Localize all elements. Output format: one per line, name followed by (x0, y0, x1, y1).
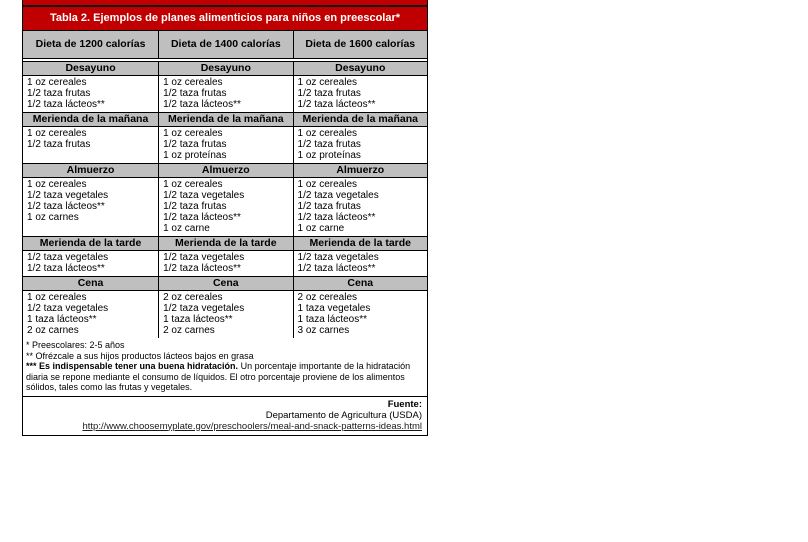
meal-item: 2 oz cereales (297, 292, 358, 303)
meal-item: 1/2 taza vegetales (27, 303, 109, 314)
meal-items-cell-4-col-0 (23, 291, 159, 339)
source-organization: Departamento de Agricultura (USDA) (265, 409, 422, 421)
meal-item: 1/2 taza vegetales (163, 252, 245, 263)
source-block (23, 396, 428, 435)
section-items-row-0 (23, 76, 428, 113)
meal-item: 2 oz carnes (27, 325, 79, 336)
meal-items-cell-3-col-2 (293, 251, 427, 277)
meal-item: 1 oz carnes (27, 212, 79, 223)
section-header-2-col-0: Almuerzo (23, 164, 159, 178)
meal-item: 1/2 taza lácteos** (163, 212, 241, 223)
meal-item: 1/2 taza vegetales (297, 252, 379, 263)
meal-items-cell-0-col-2 (293, 76, 427, 113)
section-header-4-col-1: Cena (159, 277, 293, 291)
meal-item: 1/2 taza vegetales (163, 303, 245, 314)
meal-items-cell-1-col-2 (293, 127, 427, 164)
section-items-row-4 (23, 291, 428, 339)
meal-item: 1 oz cereales (27, 77, 87, 88)
meal-items-cell-3-col-1 (159, 251, 293, 277)
section-header-row-1 (23, 113, 428, 127)
meal-item: 1/2 taza frutas (297, 201, 361, 212)
table-body (23, 31, 428, 339)
meal-item: 1 oz carne (297, 223, 345, 234)
footnote-hydration (26, 361, 423, 393)
meal-item: 1 oz cereales (27, 292, 87, 303)
meal-item: 1/2 taza frutas (297, 139, 361, 150)
meal-items-cell-1-col-0 (23, 127, 159, 164)
meal-item: 1/2 taza lácteos** (297, 212, 376, 223)
meal-item: 1/2 taza lácteos** (297, 263, 376, 274)
column-header-diet-2: Dieta de 1600 calorías (293, 31, 427, 59)
source-label: Fuente: (387, 398, 422, 410)
section-header-1-col-0: Merienda de la mañana (23, 113, 159, 127)
meal-item: 1/2 taza frutas (27, 139, 91, 150)
meal-item: 1 oz cereales (297, 128, 358, 139)
meal-item: 1 taza lácteos** (297, 314, 368, 325)
meal-item: 1 oz proteínas (163, 150, 227, 161)
meal-items-cell-2-col-0 (23, 178, 159, 237)
column-header-diet-1: Dieta de 1400 calorías (159, 31, 293, 59)
meal-item: 1 oz cereales (297, 179, 358, 190)
column-header-diet-0: Dieta de 1200 calorías (23, 31, 159, 59)
meal-item: 1/2 taza frutas (163, 201, 227, 212)
footnote-preschool-age: * Preescolares: 2-5 años (26, 340, 125, 350)
meal-item: 1/2 taza frutas (297, 88, 361, 99)
section-items-row-2 (23, 178, 428, 237)
section-header-row-2 (23, 164, 428, 178)
section-header-1-col-1: Merienda de la mañana (159, 113, 293, 127)
meal-item: 1/2 taza frutas (163, 88, 227, 99)
meal-item: 1/2 taza frutas (163, 139, 227, 150)
meal-item: 1/2 taza lácteos** (27, 263, 105, 274)
section-header-3-col-2: Merienda de la tarde (293, 237, 427, 251)
section-header-4-col-0: Cena (23, 277, 159, 291)
meal-items-cell-0-col-0 (23, 76, 159, 113)
meal-item: 1 oz cereales (163, 128, 223, 139)
meal-item: 1 taza lácteos** (27, 314, 97, 325)
section-items-row-3 (23, 251, 428, 277)
meal-items-cell-4-col-1 (159, 291, 293, 339)
meal-item: 1 oz cereales (27, 128, 87, 139)
footnote-dairy: ** Ofrézcale a sus hijos productos lácteos bajos en grasa (26, 350, 254, 361)
meal-items-cell-1-col-1 (159, 127, 293, 164)
meal-item: 1 oz proteínas (297, 150, 361, 161)
source-url-link[interactable]: http://www.choosemyplate.gov/preschoolers/meal-and-snack-patterns-ideas.html (82, 420, 422, 432)
meal-item: 1 oz cereales (27, 179, 87, 190)
meal-item: 1/2 taza lácteos** (163, 99, 241, 110)
meal-item: 1/2 taza frutas (27, 88, 91, 99)
section-header-row-0 (23, 62, 428, 76)
meal-item: 3 oz carnes (297, 325, 350, 336)
meal-item: 1/2 taza lácteos** (27, 99, 105, 110)
source-row (23, 396, 428, 435)
footnotes-row (23, 338, 428, 396)
section-header-0-col-0: Desayuno (23, 62, 159, 76)
table-title: Tabla 2. Ejemplos de planes alimenticios para niños en preescolar* (23, 6, 428, 31)
meal-item: 1 oz carne (163, 223, 210, 234)
meal-item: 1/2 taza vegetales (297, 190, 379, 201)
section-header-row-4 (23, 277, 428, 291)
footnote-hydration-bold: *** Es indispensable tener una buena hidratación. (26, 361, 239, 371)
section-items-row-1 (23, 127, 428, 164)
meal-item: 1 taza lácteos** (163, 314, 233, 325)
section-header-3-col-0: Merienda de la tarde (23, 237, 159, 251)
table-header-band (23, 0, 428, 31)
meal-item: 2 oz cereales (163, 292, 223, 303)
table-footer-band (23, 338, 428, 435)
section-header-3-col-1: Merienda de la tarde (159, 237, 293, 251)
section-header-0-col-2: Desayuno (293, 62, 427, 76)
footnotes (23, 338, 428, 396)
section-header-2-col-1: Almuerzo (159, 164, 293, 178)
footnote-hydration-rest: Un porcentaje importante de la hidratación diaria se repone mediante el consumo de líquidos. El otro porcentaje proviene de los alimentos sólidos, tales como las frutas y vegetales. (26, 361, 411, 392)
meal-item: 1 taza vegetales (297, 303, 371, 314)
meal-item: 1 oz cereales (297, 77, 358, 88)
meal-plan-table (22, 0, 428, 436)
meal-item: 1/2 taza vegetales (27, 190, 109, 201)
meal-item: 1/2 taza lácteos** (27, 201, 105, 212)
section-header-2-col-2: Almuerzo (293, 164, 427, 178)
meal-items-cell-3-col-0 (23, 251, 159, 277)
section-header-1-col-2: Merienda de la mañana (293, 113, 427, 127)
meal-items-cell-0-col-1 (159, 76, 293, 113)
section-header-4-col-2: Cena (293, 277, 427, 291)
meal-item: 1/2 taza vegetales (27, 252, 109, 263)
meal-items-cell-4-col-2 (293, 291, 427, 339)
meal-item: 1/2 taza lácteos** (163, 263, 241, 274)
meal-item: 1/2 taza lácteos** (297, 99, 376, 110)
section-header-row-3 (23, 237, 428, 251)
column-header-row (23, 31, 428, 59)
meal-item: 2 oz carnes (163, 325, 215, 336)
section-header-0-col-1: Desayuno (159, 62, 293, 76)
title-row (23, 6, 428, 31)
meal-item: 1 oz cereales (163, 179, 223, 190)
meal-item: 1/2 taza vegetales (163, 190, 245, 201)
meal-items-cell-2-col-2 (293, 178, 427, 237)
meal-item: 1 oz cereales (163, 77, 223, 88)
meal-items-cell-2-col-1 (159, 178, 293, 237)
